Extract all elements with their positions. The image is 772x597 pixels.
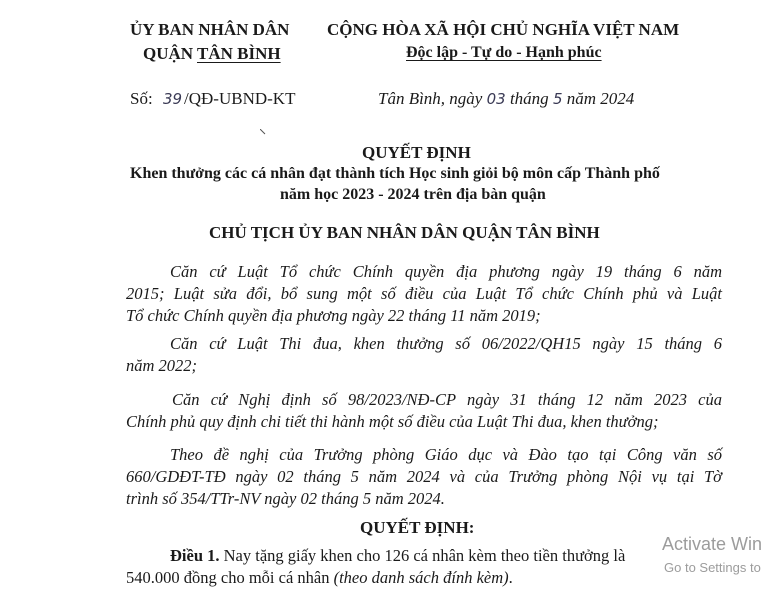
para1-line3: Tổ chức Chính quyền địa phương ngày 22 tháng 11 năm 2019; bbox=[126, 306, 541, 325]
para4-line1: Theo đề nghị của Trưởng phòng Giáo dục và Đào tạo tại Công văn số bbox=[170, 445, 722, 464]
activate-windows-watermark: Activate Win bbox=[662, 534, 763, 554]
pen-mark bbox=[260, 122, 266, 128]
month-handwritten: 5 bbox=[552, 90, 563, 108]
so-label: Số: bbox=[130, 89, 153, 108]
issue-date bbox=[378, 89, 634, 109]
decision-title: QUYẾT ĐỊNH bbox=[362, 143, 471, 162]
authority-heading: CHỦ TỊCH ỦY BAN NHÂN DÂN QUẬN TÂN BÌNH bbox=[209, 223, 600, 242]
place-label: Tân Bình, ngày bbox=[378, 89, 483, 108]
decision-subtitle-2: năm học 2023 - 2024 trên địa bàn quận bbox=[280, 186, 546, 203]
motto: Độc lập - Tự do - Hạnh phúc bbox=[406, 44, 602, 61]
org-district-name: TÂN BÌNH bbox=[197, 44, 281, 63]
article1-text2: 540.000 đồng cho mỗi cá nhân bbox=[126, 568, 330, 587]
day-handwritten: 03 bbox=[486, 90, 506, 108]
para4-line3: trình số 354/TTr-NV ngày 02 tháng 5 năm 2024. bbox=[126, 489, 445, 508]
org-district bbox=[143, 44, 281, 64]
so-number-handwritten: 39 bbox=[162, 90, 183, 108]
article1-label: Điều 1. bbox=[170, 546, 220, 565]
para3-line2: Chính phủ quy định chi tiết thi hành một số điều của Luật Thi đua, khen thưởng; bbox=[126, 412, 659, 431]
year-text: năm 2024 bbox=[566, 89, 635, 108]
nation-title: CỘNG HÒA XÃ HỘI CHỦ NGHĨA VIỆT NAM bbox=[327, 20, 680, 39]
para4-line2: 660/GDĐT-TĐ ngày 02 tháng 5 năm 2024 và của Trưởng phòng Nội vụ tại Tờ bbox=[126, 467, 722, 486]
org-district-prefix: QUẬN bbox=[143, 44, 197, 63]
document-number bbox=[130, 89, 295, 109]
decision-subtitle-1: Khen thưởng các cá nhân đạt thành tích Học sinh giỏi bộ môn cấp Thành phố bbox=[130, 165, 660, 182]
so-suffix: /QĐ-UBND-KT bbox=[184, 89, 296, 108]
para2-line1: Căn cứ Luật Thi đua, khen thưởng số 06/2022/QH15 ngày 15 tháng 6 bbox=[170, 334, 722, 353]
decision-heading: QUYẾT ĐỊNH: bbox=[360, 518, 475, 537]
para3-line1: Căn cứ Nghị định số 98/2023/NĐ-CP ngày 31 tháng 12 năm 2023 của bbox=[172, 390, 722, 409]
org-name: ỦY BAN NHÂN DÂN bbox=[130, 20, 290, 39]
article1-attachment-note: (theo danh sách đính kèm) bbox=[333, 568, 509, 587]
article1-end: . bbox=[508, 568, 513, 587]
article1-line1 bbox=[170, 546, 722, 566]
para2-line2: năm 2022; bbox=[126, 356, 198, 375]
para1-line1: Căn cứ Luật Tổ chức Chính quyền địa phương ngày 19 tháng 6 năm bbox=[170, 262, 722, 281]
activate-windows-settings-hint: Go to Settings to bbox=[664, 560, 761, 575]
month-word: tháng bbox=[509, 89, 549, 108]
para1-line2: 2015; Luật sửa đổi, bổ sung một số điều của Luật Tổ chức Chính phủ và Luật bbox=[126, 284, 722, 303]
article1-text1: Nay tặng giấy khen cho 126 cá nhân kèm theo tiền thưởng là bbox=[223, 546, 626, 565]
article1-line2 bbox=[126, 568, 513, 588]
